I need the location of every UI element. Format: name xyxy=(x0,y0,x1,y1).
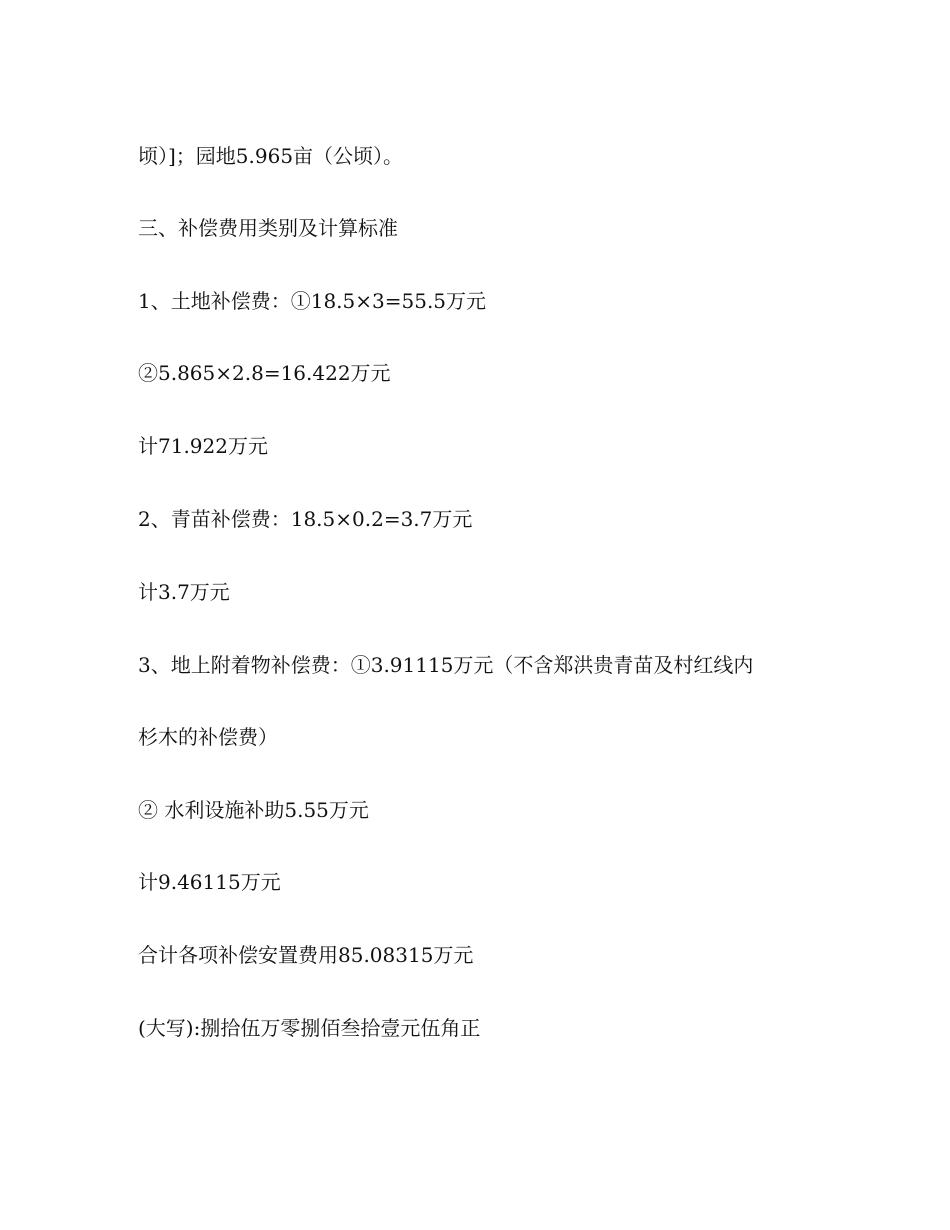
text-line-attachment-compensation: 3、地上附着物补偿费：①3.91115万元（不含郑洪贵青苗及村红线内 xyxy=(138,653,754,677)
text-line-crop-subtotal: 计3.7万元 xyxy=(138,580,230,604)
text-line-land-compensation: 1、土地补偿费：①18.5×3=55.5万元 xyxy=(138,289,487,313)
text-line-crop-compensation: 2、青苗补偿费：18.5×0.2=3.7万元 xyxy=(138,507,473,531)
text-line-land-subtotal: 计71.922万元 xyxy=(138,434,268,458)
text-line-total-in-words: (大写):捌拾伍万零捌佰叁拾壹元伍角正 xyxy=(138,1016,481,1040)
text-line-area-summary: 顷）]；园地5.965亩（公顷）。 xyxy=(138,144,404,168)
text-line-water-facility-subsidy: ② 水利设施补助5.55万元 xyxy=(138,798,369,822)
text-line-grand-total: 合计各项补偿安置费用85.08315万元 xyxy=(138,943,474,967)
text-line-attachment-continued: 杉木的补偿费） xyxy=(138,725,278,749)
text-line-land-compensation-2: ②5.865×2.8=16.422万元 xyxy=(138,361,391,385)
text-line-attachment-subtotal: 计9.46115万元 xyxy=(138,870,281,894)
section-heading-compensation: 三、补偿费用类别及计算标准 xyxy=(138,216,398,240)
